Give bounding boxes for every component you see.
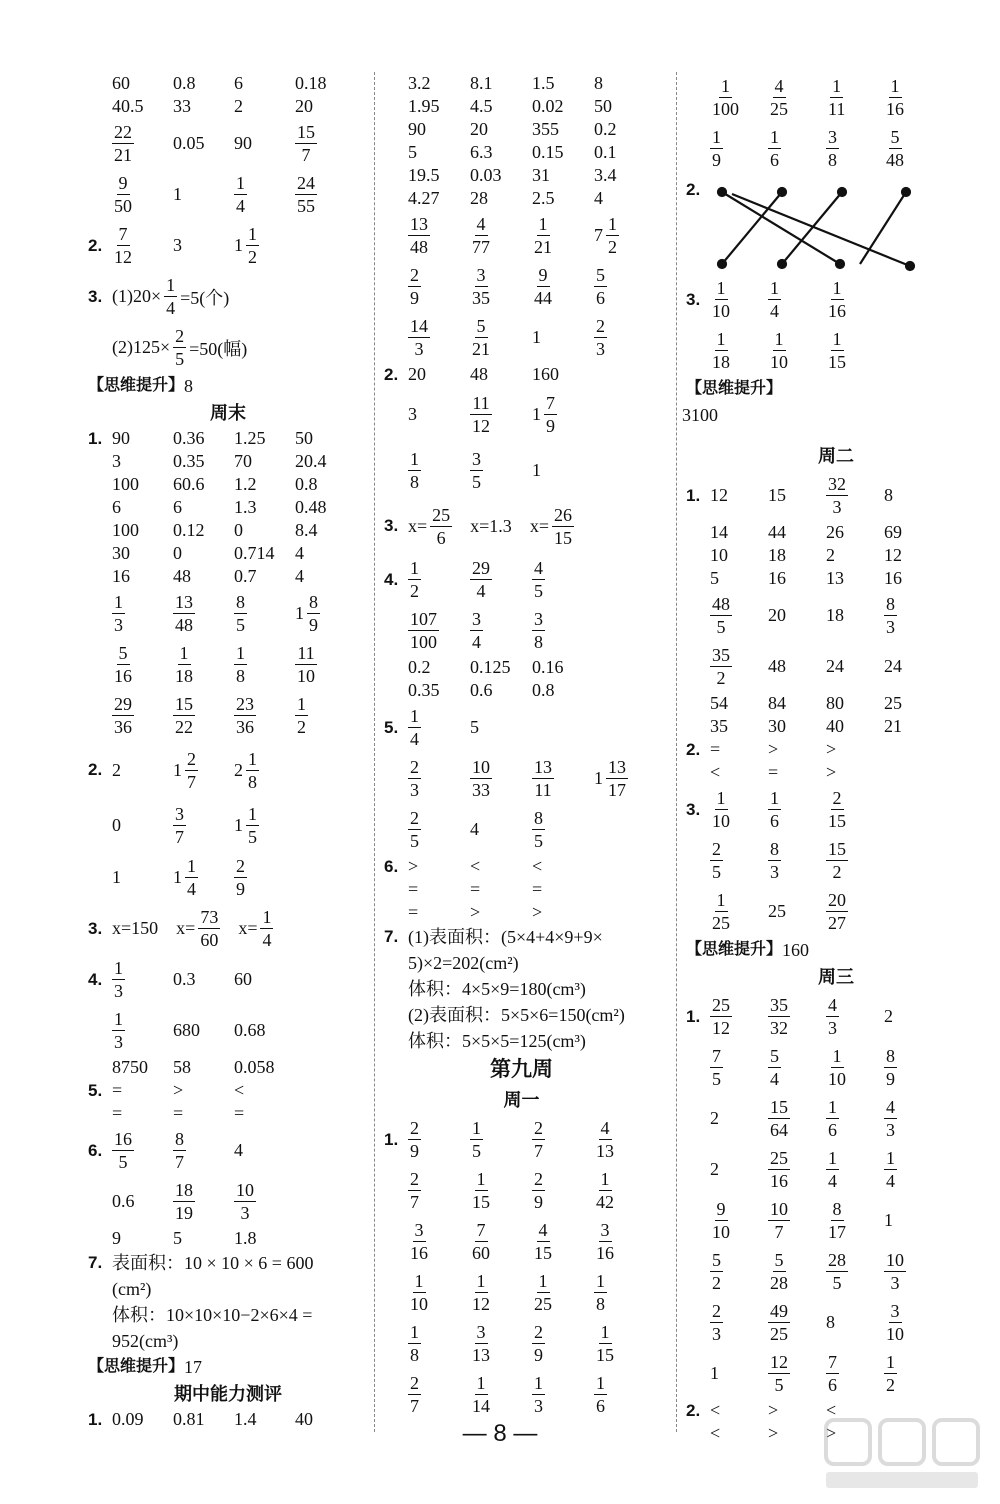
answer-row: $\frac{2}{9}$ $\frac{3}{35}$ $\frac{9}{44}$ $\frac{5}{6}$ [410, 265, 605, 308]
answer-row: < = > [710, 762, 837, 782]
answer-row: $\frac{2}{3}$ $\frac{49}{25}$ 8 $\frac{3}{10}$ [712, 1301, 904, 1344]
fraction: $\frac{1}{15}$ [596, 1322, 614, 1365]
answer-row: $\frac{2}{5}$ $\frac{8}{3}$ $\frac{15}{2}$ [712, 839, 846, 882]
answer-row: 1. $\frac{2}{9}$ $\frac{1}{5}$ $\frac{2}{7}$ $\frac{4}{13}$ [384, 1118, 614, 1161]
week-heading: 第九周 [490, 1058, 553, 1081]
answer-line: (2)表面积：5×5×6=150(cm²) [408, 1005, 625, 1025]
fraction: $\frac{1}{3}$ [534, 1373, 543, 1416]
answer-row: 4.27 28 2.5 4 [408, 188, 603, 208]
answer-row: 30 0 0.714 4 [112, 543, 304, 563]
answer-row: 5. = > < [88, 1080, 245, 1100]
answer-line: 7. (1)表面积：(5×4+4×9+9× [384, 927, 603, 947]
fraction: $\frac{22}{21}$ [114, 122, 132, 165]
answer-row: $\frac{107}{100}$ $\frac{3}{4}$ $\frac{3}{8}$ [410, 609, 543, 652]
answer-row: $\frac{2}{3}$ $\frac{10}{33}$ $\frac{13}{11}$ 1 $\frac{13}{17}$ [410, 757, 626, 800]
answer-row: $\frac{1}{8}$ $\frac{3}{5}$ 1 [410, 448, 541, 492]
answer-line: 5)×2=202(cm²) [408, 953, 519, 973]
answer-row [88, 322, 368, 373]
answer-row: 9 5 1.8 [112, 1228, 257, 1248]
question-number: 4. [88, 969, 103, 989]
answer-row [384, 1267, 659, 1318]
question-number: 3. [88, 918, 103, 938]
section-heading: 周一 [503, 1090, 540, 1110]
column-1 [88, 72, 368, 1431]
answer-row: = = = [112, 1103, 245, 1123]
section-heading: 周三 [818, 967, 854, 987]
answer-row: 3. x=150 x= $\frac{73}{60}$ x= $\frac{1}{4}$ [88, 907, 272, 950]
column-divider [676, 72, 677, 1432]
column-3 [682, 72, 986, 1445]
answer-row: 0 $\frac{3}{7}$ 1 $\frac{1}{5}$ [112, 803, 257, 847]
answer-row: 5. $\frac{1}{4}$ 5 [384, 706, 479, 749]
answer-row: 1.95 4.5 0.02 50 [408, 96, 612, 116]
mixed-number: 1 $\frac{1}{2}$ [234, 224, 257, 267]
answer-row: $\frac{35}{2}$ 48 24 24 [712, 645, 902, 688]
answer-row: 2 $\frac{15}{64}$ $\frac{1}{6}$ $\frac{4}{3}$ [710, 1097, 895, 1140]
answer-row: 6. $\frac{16}{5}$ $\frac{8}{7}$ 4 [88, 1129, 243, 1172]
answer-line: 体积：4×5×9=180(cm³) [408, 979, 586, 999]
section-heading: 期中能力测评 [174, 1384, 282, 1404]
fraction: $\frac{4}{13}$ [596, 1118, 614, 1161]
decimal-rows [384, 72, 659, 210]
fraction: $\frac{1}{6}$ [596, 1373, 605, 1416]
answer-row: 3. $\frac{1}{10}$ $\frac{1}{6}$ $\frac{2}{15}$ [686, 788, 846, 831]
week9-fraction-rows [384, 1114, 659, 1420]
answer-row: 3.2 8.1 1.5 8 [408, 73, 603, 93]
answer-row: $\frac{5}{16}$ $\frac{1}{18}$ $\frac{1}{8}$ $\frac{11}{10}$ [114, 643, 315, 686]
answer-row: $\frac{1}{25}$ 25 $\frac{20}{27}$ [712, 890, 846, 933]
answer-row: $\frac{7}{5}$ $\frac{5}{4}$ $\frac{1}{10}$ $\frac{8}{9}$ [712, 1046, 895, 1089]
answer-row: 1 $\frac{12}{5}$ $\frac{7}{6}$ $\frac{1}{2}$ [710, 1352, 895, 1395]
equation: (2)125× $\frac{2}{5}$ =50(幅) [112, 326, 248, 369]
answer-row: 0.35 0.6 0.8 [408, 680, 555, 700]
answer-row: 90 20 355 0.2 [408, 119, 617, 139]
answer-line: 体积：10×10×10−2×6×4 = [112, 1305, 313, 1325]
answer-row: < > > [710, 1423, 837, 1443]
section-heading: 周末 [210, 403, 246, 423]
answer-row: $\frac{1}{100}$ $\frac{4}{25}$ $\frac{1}{11}$ $\frac{1}{16}$ [712, 76, 904, 119]
answer-row: $\frac{22}{21}$ 0.05 90 $\frac{15}{7}$ [114, 122, 315, 165]
answer-row: 6. > < < [384, 856, 543, 876]
fraction: $\frac{1}{12}$ [472, 1271, 490, 1314]
thinking-section: 【思维提升】 17 [88, 1357, 203, 1377]
answer-row: $\frac{9}{10}$ $\frac{10}{7}$ $\frac{8}{17}$ 1 [712, 1199, 893, 1242]
question-number: 6. [88, 1140, 103, 1160]
answer-row: $\frac{1}{9}$ $\frac{1}{6}$ $\frac{3}{8}$ $\frac{5}{48}$ [712, 127, 904, 170]
answer-row [384, 1216, 659, 1267]
answer-row: 2. 20 48 160 [384, 364, 559, 384]
fraction: $\frac{1}{8}$ [596, 1271, 605, 1314]
fraction: $\frac{3}{16}$ [596, 1220, 614, 1263]
section-heading: 周二 [818, 446, 854, 466]
answer-line: 体积：5×5×5=125(cm³) [408, 1031, 586, 1051]
answer-row: 1. 12 15 $\frac{32}{3}$ 8 [686, 474, 893, 517]
answer-row: 8750 58 0.058 [112, 1057, 275, 1077]
fraction: $\frac{1}{10}$ [410, 1271, 428, 1314]
fraction: $\frac{9}{50}$ [114, 173, 132, 216]
answer-row: 1. 90 0.36 1.25 50 [88, 428, 313, 448]
answer-row: 10 18 2 12 [710, 545, 902, 565]
answer-row: 0.2 0.125 0.16 [408, 657, 564, 677]
fraction: $\frac{1}{5}$ [472, 1118, 481, 1161]
answer-row: 60 0.8 6 0.18 [112, 73, 327, 93]
fraction: $\frac{15}{7}$ [297, 122, 315, 165]
answer-row: 1. 0.09 0.81 1.4 40 [88, 1409, 313, 1429]
answer-row [384, 1165, 659, 1216]
answer-row: 3 0.35 70 20.4 [112, 451, 327, 471]
answer-row: 1. $\frac{25}{12}$ $\frac{35}{32}$ $\frac{4}{3}$ 2 [686, 995, 893, 1038]
answer-row: $\frac{2}{5}$ 4 $\frac{8}{5}$ [410, 808, 543, 851]
answer-row: = > > [408, 902, 543, 922]
answer-row: 5 6.3 0.15 0.1 [408, 142, 617, 162]
answer-row [384, 1369, 659, 1420]
fraction: $\frac{7}{12}$ [114, 224, 132, 267]
fraction: $\frac{7}{60}$ [472, 1220, 490, 1263]
answer-row: $\frac{1}{18}$ $\frac{1}{10}$ $\frac{1}{15}$ [712, 329, 846, 372]
page-number: — 8 — [462, 1420, 538, 1447]
fraction: $\frac{3}{13}$ [472, 1322, 490, 1365]
tuesday-rows [686, 521, 986, 590]
answer-line: (cm²) [112, 1279, 152, 1299]
column-divider [374, 72, 375, 1432]
answer-row: 2. 2 1 $\frac{2}{7}$ 2 $\frac{1}{8}$ [88, 748, 257, 792]
matching-lines [710, 174, 950, 274]
thinking-section: 【思维提升】 160 [686, 940, 810, 960]
mixed-number: 1 $\frac{8}{9}$ [295, 592, 318, 635]
answer-row: 54 84 80 25 [710, 693, 902, 713]
column-2 [384, 72, 659, 1420]
question-number: 2. [88, 235, 103, 255]
answer-row: 4. $\frac{1}{2}$ $\frac{29}{4}$ $\frac{4}{5}$ [384, 558, 543, 601]
answer-row: 40.5 33 2 20 [112, 96, 313, 116]
fraction: $\frac{1}{8}$ [410, 1322, 419, 1365]
answer-row: 100 60.6 1.2 0.8 [112, 474, 318, 494]
answer-row: 2. = > > [686, 739, 837, 759]
question-number: 5. [88, 1080, 103, 1100]
answer-row: $\frac{29}{36}$ $\frac{15}{22}$ $\frac{23}{36}$ $\frac{1}{2}$ [114, 694, 306, 737]
answer-row [88, 271, 368, 322]
thinking-section: 【思维提升】 [686, 380, 783, 397]
answer-line: 952(cm³) [112, 1331, 179, 1351]
watermark-logo-icon [816, 1414, 986, 1494]
answer-row: $\frac{14}{3}$ $\frac{5}{21}$ 1 $\frac{2}{3}$ [410, 316, 605, 359]
answer-row: 3 $\frac{11}{12}$ 1 $\frac{7}{9}$ [408, 392, 555, 436]
thinking-section: 【思维提升】 8 [88, 376, 194, 396]
answer-row: 16 48 0.7 4 [112, 566, 304, 586]
answer-line: 7. 表面积：10 × 10 × 6 = 600 [88, 1253, 314, 1273]
fraction: $\frac{1}{4}$ [236, 173, 245, 216]
weekend-q1-rows [88, 427, 368, 588]
matching-diagram: 2. [686, 174, 986, 274]
answer-row: 2. $\frac{7}{12}$ 3 1 $\frac{1}{2}$ [88, 224, 257, 267]
answer-row [384, 1318, 659, 1369]
question-number: 3. [88, 286, 103, 306]
answer-row: $\frac{5}{2}$ $\frac{5}{28}$ $\frac{28}{5}$ $\frac{10}{3}$ [712, 1250, 904, 1293]
fraction: $\frac{2}{9}$ [410, 1118, 419, 1161]
fraction: $\frac{2}{7}$ [410, 1373, 419, 1416]
equation: (1)20× $\frac{1}{4}$ =5(个) [112, 275, 230, 318]
answer-row: 0.6 $\frac{18}{19}$ $\frac{10}{3}$ [112, 1180, 254, 1223]
fraction: $\frac{4}{15}$ [534, 1220, 552, 1263]
fraction: $\frac{1}{15}$ [472, 1169, 490, 1212]
answer-row: 1 1 $\frac{1}{4}$ $\frac{2}{9}$ [112, 855, 245, 899]
answer-row: $\frac{9}{50}$ 1 $\frac{1}{4}$ $\frac{24}{55}$ [114, 173, 315, 216]
fraction: $\frac{1}{14}$ [472, 1373, 490, 1416]
answer-row: 4. $\frac{1}{3}$ 0.3 60 [88, 958, 252, 1001]
fraction: $\frac{2}{7}$ [410, 1169, 419, 1212]
answer-row: 35 30 40 21 [710, 716, 902, 736]
answer-row: 3. $\frac{1}{10}$ $\frac{1}{4}$ $\frac{1}{16}$ [686, 278, 846, 321]
answer-row: $\frac{1}{3}$ 680 0.68 [114, 1009, 266, 1052]
fraction: $\frac{24}{55}$ [297, 173, 315, 216]
answer-row: 19.5 0.03 31 3.4 [408, 165, 617, 185]
answer-row: 6 6 1.3 0.48 [112, 497, 327, 517]
answer-row: 14 44 26 69 [710, 522, 902, 542]
fraction: $\frac{2}{9}$ [534, 1169, 543, 1212]
answer-row: $\frac{13}{48}$ $\frac{4}{77}$ $\frac{1}{21}$ 7 $\frac{1}{2}$ [410, 214, 617, 257]
answer-row: 2 $\frac{25}{16}$ $\frac{1}{4}$ $\frac{1}{4}$ [710, 1148, 895, 1191]
fraction: $\frac{3}{16}$ [410, 1220, 428, 1263]
answer-row: 5 16 13 16 [710, 568, 902, 588]
answer-line: 3100 [682, 405, 718, 425]
answer-row: = = = [408, 879, 543, 899]
answer-row: 100 0.12 0 8.4 [112, 520, 318, 540]
fraction: $\frac{1}{25}$ [534, 1271, 552, 1314]
fraction: $\frac{2}{9}$ [534, 1322, 543, 1365]
fraction: $\frac{2}{7}$ [534, 1118, 543, 1161]
answer-row: 3. x= $\frac{25}{6}$ x=1.3 x= $\frac{26}{15}$ [384, 504, 572, 548]
fraction: $\frac{1}{42}$ [596, 1169, 614, 1212]
answer-row: 2. < > < [686, 1400, 837, 1420]
question-number: 2. [88, 760, 103, 779]
answer-row: $\frac{1}{3}$ $\frac{13}{48}$ $\frac{8}{5}$ 1 $\frac{8}{9}$ [114, 592, 318, 635]
answer-row: $\frac{48}{5}$ 20 18 $\frac{8}{3}$ [712, 594, 895, 637]
